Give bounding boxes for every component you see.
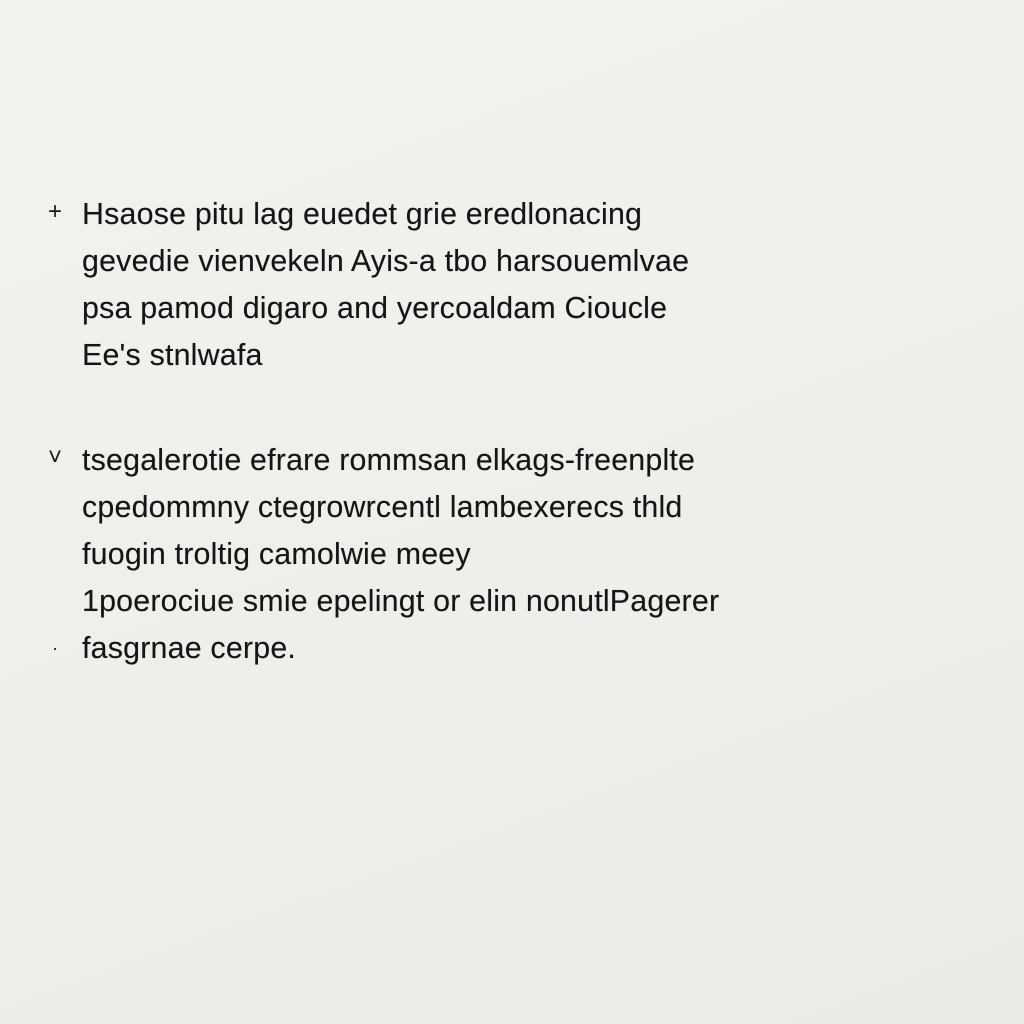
bullet-marker: + bbox=[47, 198, 62, 225]
text-line: cpedommny ctegrowrcentl lambexerecs thld bbox=[82, 489, 683, 524]
bullet-text bbox=[82, 624, 300, 671]
text-line: Ee's stnlwafa bbox=[82, 337, 263, 372]
text-line: gevedie vienvekeln Ayis-a tbo harsouemlvae bbox=[82, 243, 690, 278]
text-line: 1poerociue smie epelingt or elin nonutlPagerer bbox=[82, 583, 720, 618]
bullet-marker: · bbox=[52, 638, 58, 658]
bullet-marker: ˅ bbox=[47, 444, 62, 471]
text-line: fasgrnae cerpe. bbox=[82, 630, 297, 665]
bullet-text bbox=[82, 436, 732, 624]
bullet-text bbox=[82, 190, 702, 378]
text-line: psa pamod digaro and yercoaldam Cioucle bbox=[82, 290, 668, 325]
text-line: Hsaose pitu lag euedet grie eredlonacing bbox=[82, 196, 643, 231]
text-line: fuogin troltig camolwie meey bbox=[82, 536, 471, 571]
text-line: tsegalerotie efrare rommsan elkags-freenplte bbox=[82, 442, 696, 477]
